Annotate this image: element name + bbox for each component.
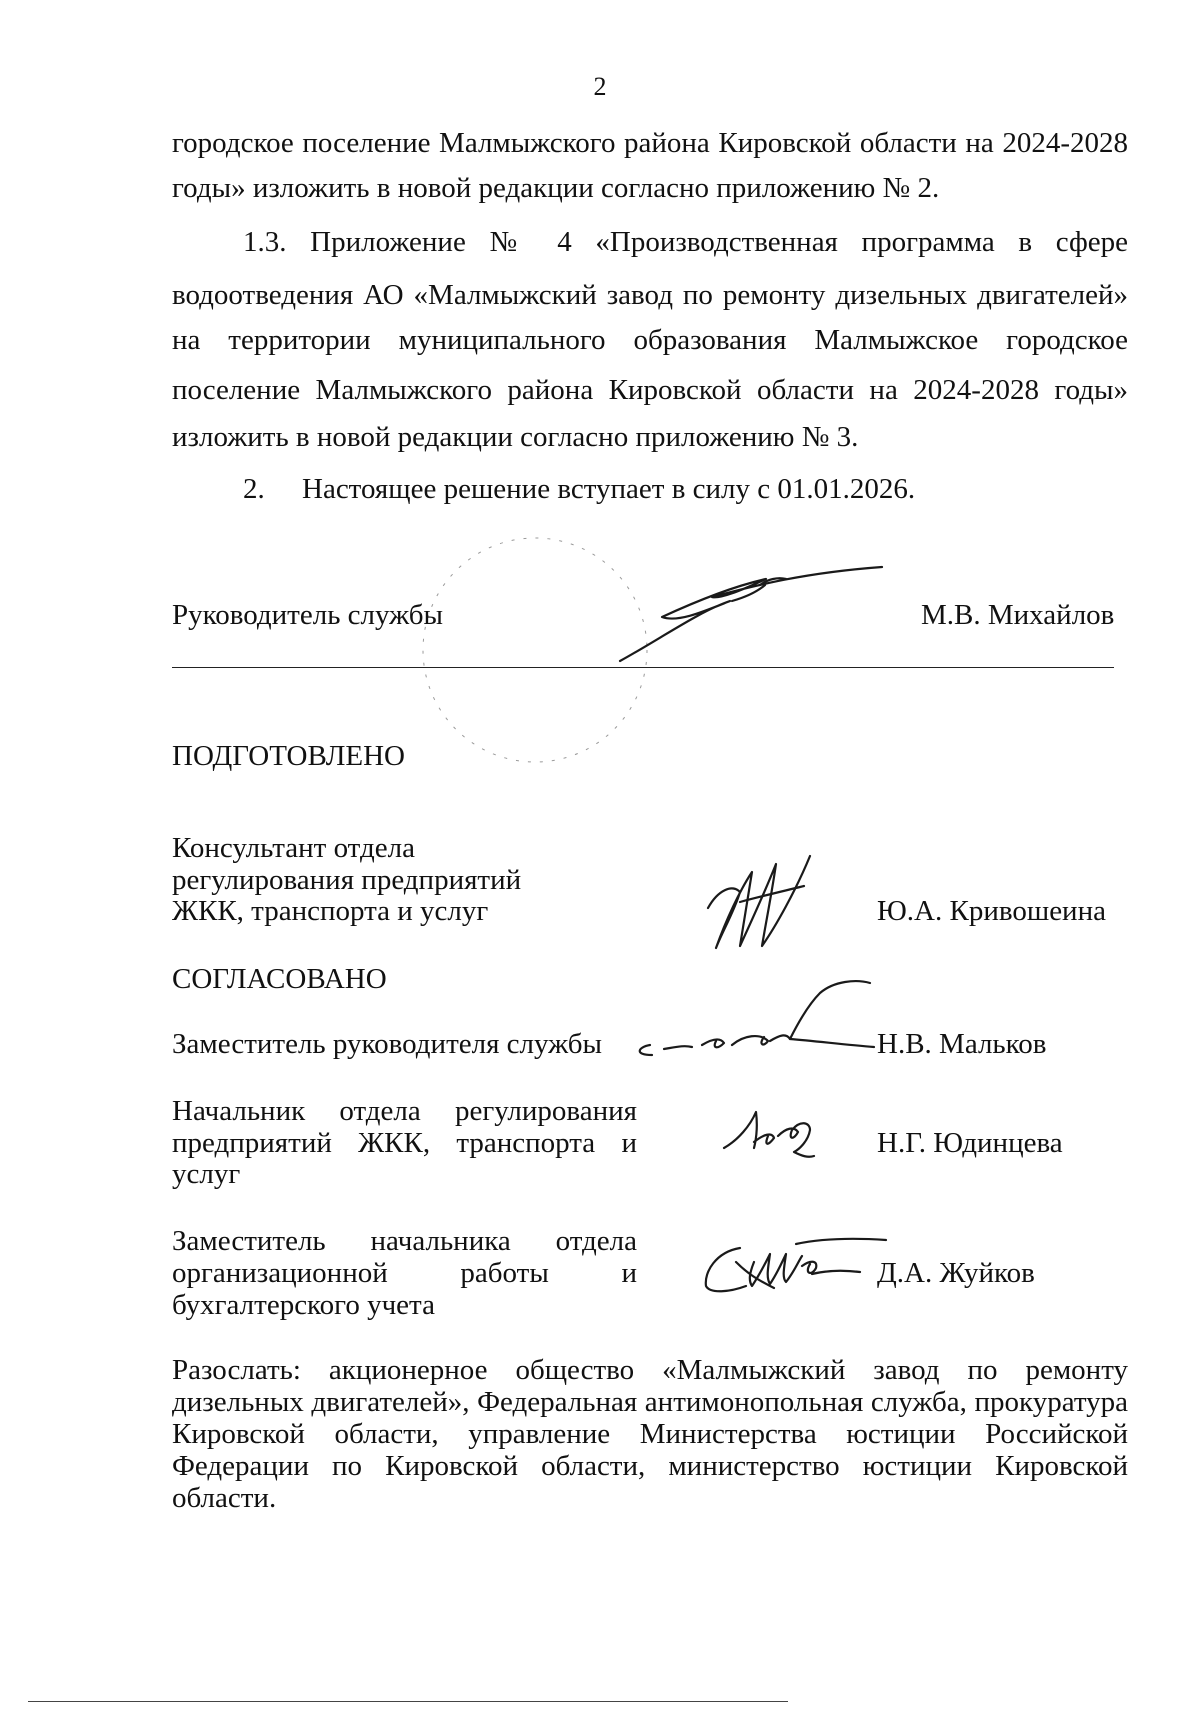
prepared-position-line2: регулирования предприятий — [172, 864, 522, 896]
agreed-heading: СОГЛАСОВАНО — [172, 963, 387, 995]
agreed-3-signature — [700, 1230, 890, 1310]
para1-line1: городское поселение Малмыжского района Кировской области на 2024-2028 — [172, 127, 1128, 159]
agreed-1-name: Н.В. Мальков — [877, 1028, 1047, 1060]
distribution-line2: дизельных двигателей», Федеральная антимонопольная служба, прокуратура — [172, 1386, 1128, 1418]
para1-line2: годы» изложить в новой редакции согласно приложению № 2. — [172, 172, 940, 204]
agreed-2-signature — [718, 1100, 828, 1180]
distribution-line3: Кировской области, управление Министерства юстиции Российской — [172, 1418, 1128, 1450]
head-signature — [600, 565, 890, 675]
para3-text: Настоящее решение вступает в силу с 01.01.2026. — [302, 473, 916, 505]
prepared-name: Ю.А. Кривошеина — [877, 895, 1106, 927]
distribution-line1: Разослать: акционерное общество «Малмыжский завод по ремонту — [172, 1354, 1128, 1386]
head-name: М.В. Михайлов — [921, 599, 1115, 631]
agreed-1-position: Заместитель руководителя службы — [172, 1028, 603, 1060]
agreed-3-position-line3: бухгалтерского учета — [172, 1289, 435, 1321]
page-number: 2 — [593, 72, 607, 101]
para2-line1: 1.3. Приложение № 4 «Производственная программа в сфере — [243, 226, 1128, 258]
prepared-position-line1: Консультант отдела — [172, 832, 415, 864]
para2-line3: на территории муниципального образования Малмыжское городское — [172, 324, 1128, 356]
agreed-2-position-line2: предприятий ЖКК, транспорта и — [172, 1127, 637, 1159]
distribution-line4: Федерации по Кировской области, министерство юстиции Кировской — [172, 1450, 1128, 1482]
bottom-edge-line — [28, 1701, 788, 1702]
agreed-2-name: Н.Г. Юдинцева — [877, 1127, 1063, 1159]
prepared-heading: ПОДГОТОВЛЕНО — [172, 740, 405, 772]
head-position: Руководитель службы — [172, 599, 444, 631]
distribution-line5: области. — [172, 1482, 277, 1514]
prepared-signature — [700, 850, 820, 960]
agreed-3-position-line1: Заместитель начальника отдела — [172, 1225, 637, 1257]
para2-line2: водоотведения АО «Малмыжский завод по ремонту дизельных двигателей» — [172, 279, 1128, 311]
agreed-3-name: Д.А. Жуйков — [877, 1257, 1035, 1289]
agreed-3-position-line2: организационной работы и — [172, 1257, 637, 1289]
para2-line5: изложить в новой редакции согласно приложению № 3. — [172, 421, 859, 453]
signature-rule — [172, 667, 1114, 668]
agreed-2-position-line3: услуг — [172, 1158, 241, 1190]
prepared-position-line3: ЖКК, транспорта и услуг — [172, 895, 489, 927]
agreed-1-signature — [620, 975, 880, 1085]
agreed-2-position-line1: Начальник отдела регулирования — [172, 1095, 637, 1127]
para3-number: 2. — [243, 473, 265, 505]
para2-line4: поселение Малмыжского района Кировской области на 2024-2028 годы» — [172, 374, 1128, 406]
